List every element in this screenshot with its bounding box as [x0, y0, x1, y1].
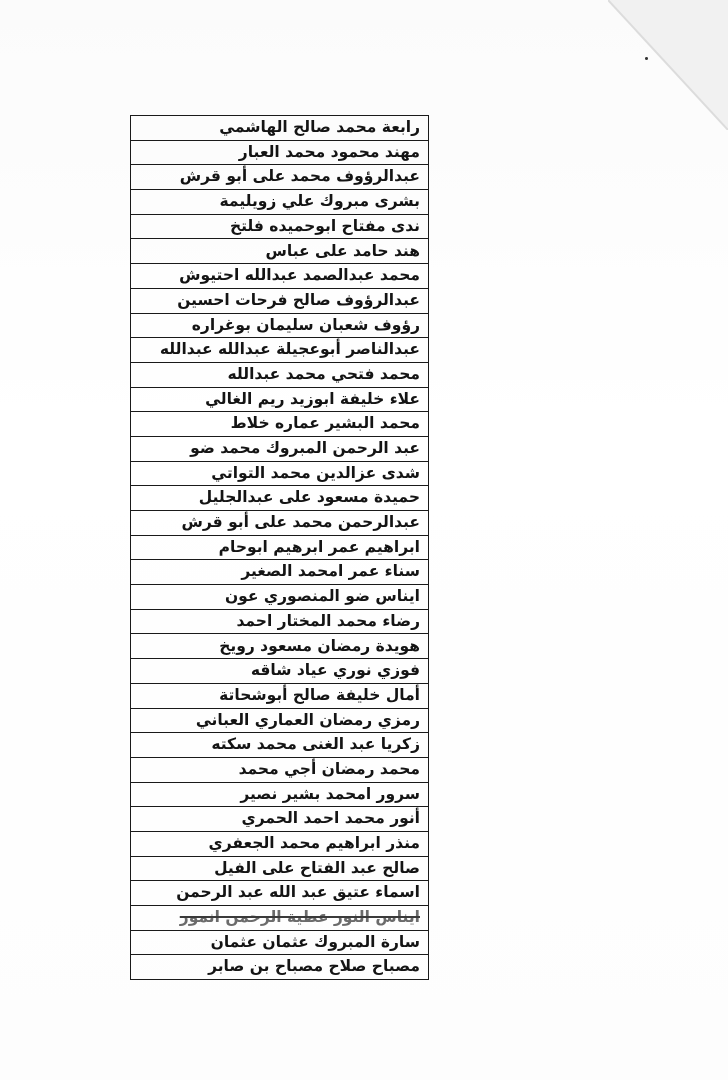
- table-row: [131, 906, 429, 931]
- name-cell: عبدالرحمن محمد على أبو قرش: [131, 511, 429, 536]
- table-row: [131, 881, 429, 906]
- table-row: [131, 560, 429, 585]
- name-cell: شدى عزالدين محمد التواتي: [131, 461, 429, 486]
- table-row: [131, 461, 429, 486]
- name-cell: أمال خليفة صالح أبوشحاتة: [131, 683, 429, 708]
- name-cell: عبد الرحمن المبروك محمد ضو: [131, 436, 429, 461]
- name-cell: سارة المبروك عثمان عثمان: [131, 930, 429, 955]
- table-row: [131, 214, 429, 239]
- table-row: [131, 708, 429, 733]
- table-row: [131, 659, 429, 684]
- name-cell: سناء عمر امحمد الصغير: [131, 560, 429, 585]
- table-row: [131, 757, 429, 782]
- name-cell-crossed-out: ايناس النور عطية الرحمن انمور: [131, 906, 429, 931]
- table-row: [131, 486, 429, 511]
- table-row: [131, 856, 429, 881]
- name-cell: هند حامد على عباس: [131, 239, 429, 264]
- name-cell: سرور امحمد بشير نصير: [131, 782, 429, 807]
- names-table-body: [131, 116, 429, 980]
- table-row: [131, 609, 429, 634]
- name-cell: محمد رمضان أجي محمد: [131, 757, 429, 782]
- table-row: [131, 412, 429, 437]
- name-cell: محمد فتحي محمد عبدالله: [131, 362, 429, 387]
- table-row: [131, 831, 429, 856]
- name-cell: بشرى مبروك علي زويليمة: [131, 190, 429, 215]
- name-cell: ندى مفتاح ابوحميده فلتخ: [131, 214, 429, 239]
- table-row: [131, 733, 429, 758]
- paper-corner-crease: [608, 0, 728, 130]
- name-cell: رؤوف شعبان سليمان بوغراره: [131, 313, 429, 338]
- table-row: [131, 313, 429, 338]
- ink-dot: [645, 57, 648, 60]
- table-row: [131, 511, 429, 536]
- table-row: [131, 116, 429, 141]
- name-cell: زكريا عبد الغنى محمد سكته: [131, 733, 429, 758]
- name-cell: محمد عبدالصمد عبدالله احتيوش: [131, 264, 429, 289]
- table-row: [131, 387, 429, 412]
- name-cell: أنور محمد احمد الحمري: [131, 807, 429, 832]
- table-row: [131, 140, 429, 165]
- name-cell: رمزي رمضان العماري العباني: [131, 708, 429, 733]
- table-row: [131, 930, 429, 955]
- name-cell: هويدة رمضان مسعود رويخ: [131, 634, 429, 659]
- name-cell: محمد البشير عماره خلاط: [131, 412, 429, 437]
- name-cell: ابراهيم عمر ابرهيم ابوحام: [131, 535, 429, 560]
- name-cell: رضاء محمد المختار احمد: [131, 609, 429, 634]
- name-cell: رابعة محمد صالح الهاشمي: [131, 116, 429, 141]
- table-row: [131, 165, 429, 190]
- table-row: [131, 190, 429, 215]
- table-row: [131, 338, 429, 363]
- table-row: [131, 955, 429, 980]
- table-row: [131, 782, 429, 807]
- name-cell: مهند محمود محمد العبار: [131, 140, 429, 165]
- name-cell: اسماء عتيق عبد الله عبد الرحمن: [131, 881, 429, 906]
- names-table: [130, 115, 429, 980]
- table-row: [131, 239, 429, 264]
- name-cell: مصباح صلاح مصباح بن صابر: [131, 955, 429, 980]
- table-row: [131, 585, 429, 610]
- name-cell: عبدالرؤوف صالح فرحات احسين: [131, 288, 429, 313]
- table-row: [131, 362, 429, 387]
- table-row: [131, 634, 429, 659]
- table-row: [131, 807, 429, 832]
- name-cell: منذر ابراهيم محمد الجعفري: [131, 831, 429, 856]
- name-cell: فوزي نوري عياد شاقه: [131, 659, 429, 684]
- name-cell: ايناس ضو المنصوري عون: [131, 585, 429, 610]
- name-cell: عبدالرؤوف محمد على أبو قرش: [131, 165, 429, 190]
- table-row: [131, 535, 429, 560]
- name-cell: صالح عبد الفتاح على الفيل: [131, 856, 429, 881]
- name-cell: حميدة مسعود على عبدالجليل: [131, 486, 429, 511]
- name-cell: علاء خليفة ابوزيد ريم الغالي: [131, 387, 429, 412]
- table-row: [131, 288, 429, 313]
- name-cell: عبدالناصر أبوعجيلة عبدالله عبدالله: [131, 338, 429, 363]
- table-row: [131, 683, 429, 708]
- table-row: [131, 436, 429, 461]
- table-row: [131, 264, 429, 289]
